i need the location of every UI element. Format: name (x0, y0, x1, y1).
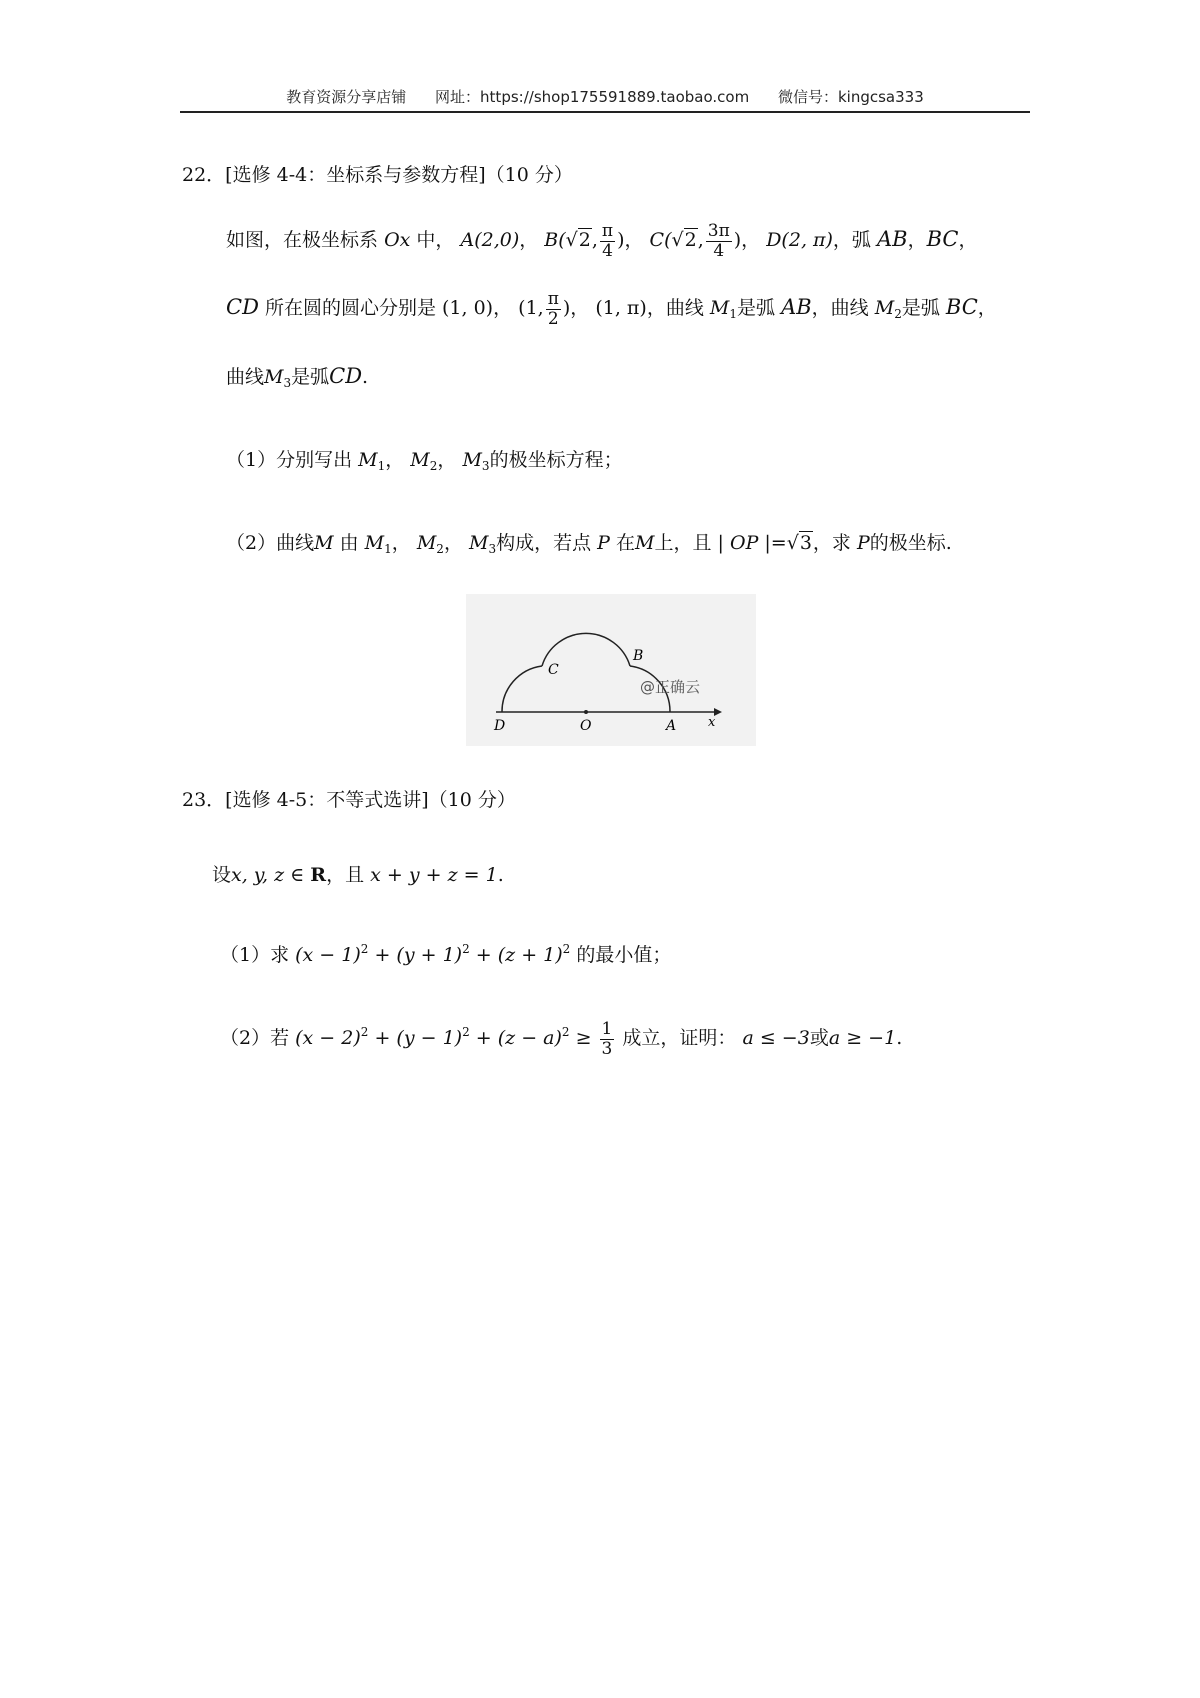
header-rule (180, 111, 1030, 113)
q22-part2: （2）曲线M 由 $M_1$， $M_2$， $M_3$构成，若点 P 在M上，且 | OP |=√3，求 P的极坐标. (226, 532, 952, 556)
label-a: A (666, 718, 677, 734)
q22-curve3: 曲线$M_3$是弧CD. (226, 364, 369, 390)
q23-given: 设x, y, z ∈ R，且 x + y + z = 1. (212, 864, 504, 886)
shop-url: 网址：https://shop175591889.taobao.com (435, 88, 750, 106)
q23-part1: （1）求 $(x - 1)^2 + (y + 1)^2 + (z + 1)^2$ 的最小值； (220, 942, 672, 966)
label-c: C (548, 662, 559, 678)
label-o: O (580, 718, 592, 734)
q23-title: 23．[选修 4-5：不等式选讲]（10 分） (182, 789, 516, 811)
label-d: D (494, 718, 506, 734)
polar-curve-figure (466, 594, 756, 746)
q22-intro: 如图，在极坐标系 Ox 中， A(2,0)， B(√2, $\frac{\pi}{4}$ )， C(√2, $\frac{3\pi}{4}$ )， D(2, π)，弧 AB，BC， (226, 221, 978, 261)
q22-centers: CD 所在圆的圆心分别是 (1, 0)， (1, $\frac{\pi}{2}$ )， (1, π)，曲线 $M_1$是弧 AB，曲线 $M_2$是弧 BC， (226, 289, 997, 329)
origin-point (584, 710, 588, 714)
watermark: @正确云 (640, 678, 701, 696)
q22-part1: （1）分别写出 $M_1$， $M_2$， $M_3$的极坐标方程； (226, 449, 623, 473)
q23-part2: （2）若 $(x - 2)^2 + (y - 1)^2 + (z - a)^2$ ≥ $\frac{1}{3}$ 成立，证明： a ≤ −3或a ≥ −1. (220, 1019, 903, 1059)
label-b: B (633, 648, 644, 664)
label-x: x (708, 715, 716, 730)
shop-name: 教育资源分享店铺 (286, 88, 407, 106)
page-header (180, 86, 1030, 107)
wechat-id: 微信号：kingcsa333 (777, 88, 924, 106)
q22-title: 22．[选修 4-4：坐标系与参数方程]（10 分） (182, 164, 573, 186)
